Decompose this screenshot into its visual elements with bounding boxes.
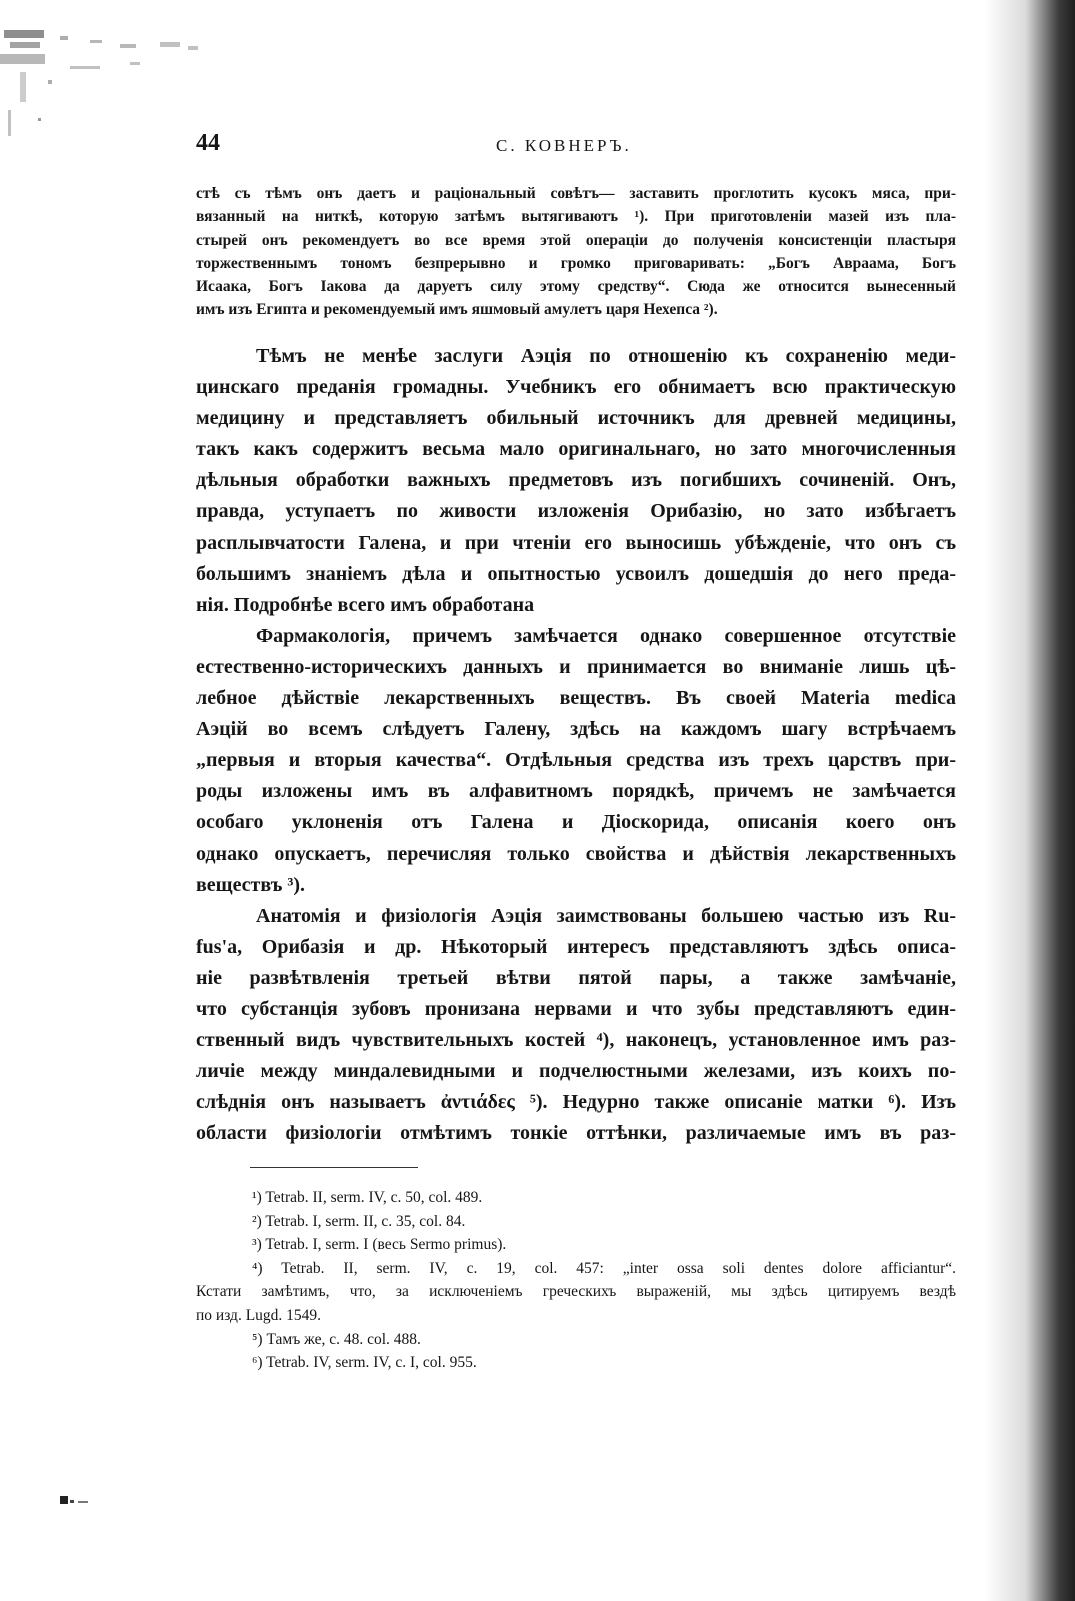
- footnote: ²) Tetrab. I, serm. II, c. 35, col. 84.: [252, 1212, 466, 1230]
- text-line: Анатомія и физіологія Аэція заимствованы большею частью изъ Ru-: [256, 904, 956, 927]
- text-line: стѣ съ тѣмъ онъ даетъ и раціональный совѣтъ— заставить проглотить кусокъ мяса, при-: [196, 185, 956, 202]
- text-line: области физіологіи отмѣтимъ тонкіе оттѣнки, различаемые имъ въ раз-: [196, 1122, 956, 1145]
- text-line: большимъ знаніемъ дѣла и опытностью усвоилъ дошедшія до него преда-: [196, 562, 956, 585]
- footnote: ¹) Tetrab. II, serm. IV, c. 50, col. 489.: [252, 1189, 483, 1206]
- text-line: однако опускаетъ, перечисляя только свойства и дѣйствія лекарственныхъ: [196, 842, 956, 865]
- footnotes: [196, 1186, 956, 1375]
- footnote: ⁶) Tetrab. IV, serm. IV, c. I, col. 955.: [252, 1354, 477, 1372]
- text-line: особаго уклоненія отъ Галена и Діоскорида, описанія коего онъ: [196, 811, 956, 834]
- text-line: личіе между миндалевидными и подчелюстными железами, изъ коихъ по-: [196, 1060, 956, 1083]
- text-line: расплывчатости Галена, и при чтеніи его выносишь убѣжденіе, что онъ съ: [196, 531, 956, 554]
- page-edge-shadow: [985, 0, 1075, 1601]
- text-line: что субстанція зубовъ пронизана нервами и что зубы представляютъ един-: [196, 997, 956, 1020]
- text-line: правда, уступаетъ по живости изложенія Орибазію, но зато избѣгаетъ: [196, 500, 956, 523]
- text-line: ственный видъ чувствительныхъ костей ⁴), наконецъ, установленное имъ раз-: [196, 1029, 956, 1052]
- main-text: [196, 341, 956, 1149]
- text-line: Исаака, Богъ Іакова да даруетъ силу этому средству“. Сюда же относится вынесенный: [196, 278, 956, 296]
- text-line: цинскаго преданія громадны. Учебникъ его обнимаетъ всю практическую: [196, 376, 956, 399]
- text-line: нія. Подробнѣе всего имъ обработана: [196, 593, 535, 616]
- page-header: [196, 130, 956, 160]
- footnote: ⁴) Tetrab. II, serm. IV, c. 19, col. 457: „inter ossa soli dentes dolore afficiantur“.: [252, 1259, 956, 1277]
- text-line: роды изложены имъ въ алфавитномъ порядкѣ, причемъ не замѣчается: [196, 780, 956, 803]
- scan-speckle-noise: [0, 0, 220, 160]
- text-line: такъ какъ содержитъ весьма мало оригинальнаго, но зато многочисленныя: [196, 438, 956, 461]
- text-line: ніе развѣтвленія третьей вѣтви пятой пары, а также замѣчаніе,: [196, 966, 956, 989]
- text-line: лебное дѣйствіе лекарственныхъ веществъ. Въ своей Materia medica: [196, 687, 956, 710]
- text-line: вязанный на ниткѣ, которую затѣмъ вытягиваютъ ¹). При приготовленіи мазей изъ пла-: [196, 208, 956, 226]
- running-title: С. КОВНЕРЪ.: [496, 136, 632, 155]
- text-line: „первыя и вторыя качества“. Отдѣльныя средства изъ трехъ царствъ при-: [196, 749, 956, 772]
- text-line: торжественнымъ тономъ безпрерывно и громко приговаривать: „Богъ Авраама, Богъ: [196, 254, 956, 272]
- text-line: дѣльныя обработки важныхъ предметовъ изъ погибшихъ сочиненій. Онъ,: [196, 469, 956, 492]
- footnote: ³) Tetrab. I, serm. I (весь Sermo primus).: [252, 1236, 507, 1254]
- text-line: естественно-историческихъ данныхъ и принимается во вниманіе лишь цѣ-: [196, 655, 956, 678]
- text-line: медицину и представляетъ обильный источникъ для древней медицины,: [196, 407, 956, 430]
- footnote-continuation: по изд. Lugd. 1549.: [196, 1306, 322, 1324]
- text-line: Аэцій во всемъ слѣдуетъ Галену, здѣсь на каждомъ шагу встрѣчаемъ: [196, 718, 956, 741]
- page-number: 44: [196, 130, 220, 156]
- text-line: Тѣмъ не менѣе заслуги Аэція по отношенію къ сохраненію меди-: [256, 345, 956, 367]
- footnote-continuation: Кстати замѣтимъ, что, за исключеніемъ греческихъ выраженій, мы здѣсь цитируемъ вездѣ: [196, 1283, 956, 1301]
- text-line: fus'а, Орибазія и др. Нѣкоторый интересъ представляютъ здѣсь описа-: [196, 935, 956, 958]
- text-line: стырей онъ рекомендуетъ во все время этой операціи до полученія консистенціи пластыря: [196, 231, 956, 249]
- scan-corner-mark: [60, 1490, 96, 1506]
- text-line: слѣднія онъ называетъ ἀντιάδες ⁵). Недурно также описаніе матки ⁶). Изъ: [196, 1091, 956, 1114]
- footnote: ⁵) Тамъ же, c. 48. col. 488.: [252, 1330, 421, 1348]
- text-line: имъ изъ Египта и рекомендуемый имъ яшмовый амулетъ царя Нехепса ²).: [196, 301, 718, 319]
- continued-paragraph: [196, 182, 956, 322]
- footnote-rule: [250, 1167, 418, 1168]
- text-line: Фармакологія, причемъ замѣчается однако совершенное отсутствіе: [256, 624, 956, 647]
- text-line: веществъ ³).: [196, 873, 306, 896]
